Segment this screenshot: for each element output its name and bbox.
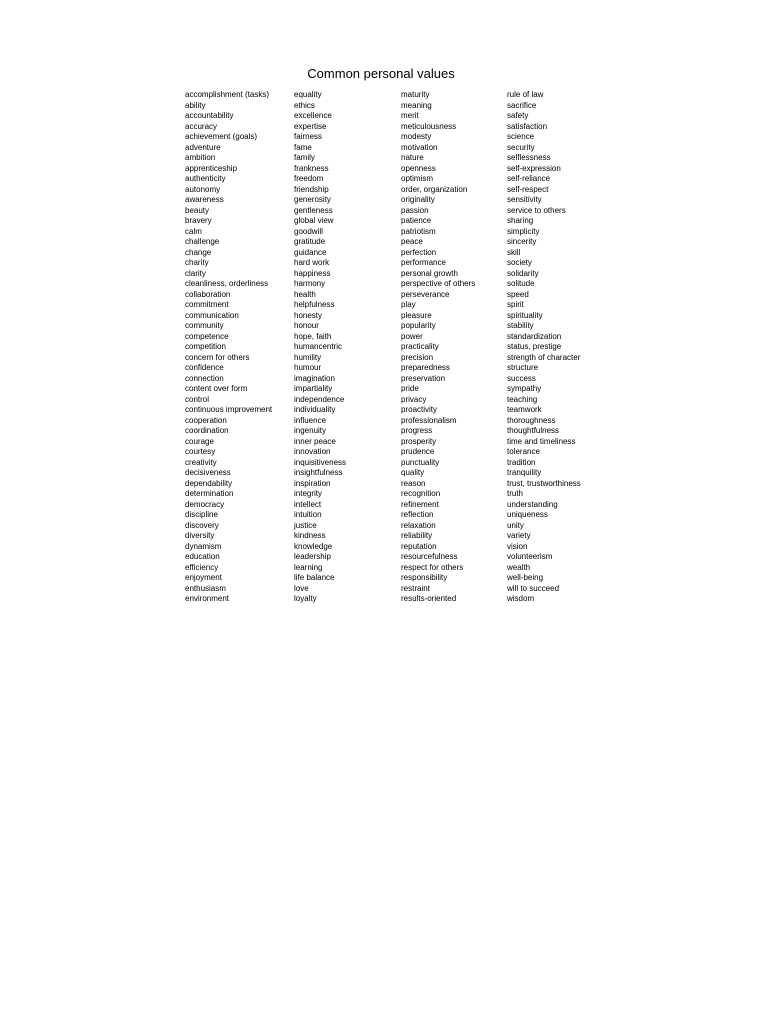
value-item: prudence [401, 447, 435, 456]
value-item: order, organization [401, 184, 468, 194]
value-item: will to succeed [507, 583, 560, 593]
values-column-2 [294, 90, 346, 605]
value-item: integrity [294, 489, 323, 498]
value-item: individuality [294, 405, 336, 414]
value-item: clarity [185, 268, 206, 278]
value-item: solitude [507, 279, 535, 288]
value-item: community [185, 321, 224, 330]
value-item: trust, trustworthiness [507, 478, 581, 488]
value-item: popularity [401, 321, 436, 330]
value-item: inner peace [294, 436, 336, 446]
value-item: innovation [294, 447, 331, 456]
values-column-3 [401, 90, 475, 605]
value-item: imagination [294, 373, 335, 383]
value-item: performance [401, 258, 446, 267]
value-item: power [401, 331, 423, 341]
value-item: merit [401, 111, 419, 120]
value-item: control [185, 394, 210, 404]
value-item: hard work [294, 258, 330, 267]
value-item: connection [185, 373, 224, 383]
value-item: perseverance [401, 289, 450, 299]
value-item: self-reliance [507, 174, 551, 183]
value-item: meticulousness [401, 121, 457, 131]
value-item: progress [401, 426, 433, 435]
values-column-1 [185, 90, 272, 605]
value-item: well-being [507, 573, 544, 582]
value-item: self-expression [507, 163, 561, 173]
value-item: collaboration [185, 289, 231, 299]
value-item: enthusiasm [185, 583, 226, 593]
value-item: helpfulness [294, 300, 335, 309]
value-item: humour [294, 363, 322, 372]
value-item: competition [185, 342, 226, 351]
value-item: gratitude [294, 237, 326, 246]
value-item: generosity [294, 195, 331, 204]
value-item: reflection [401, 510, 434, 519]
value-item: freedom [294, 174, 324, 183]
value-item: calm [185, 226, 202, 236]
value-item: play [401, 300, 416, 309]
value-item: satisfaction [507, 121, 548, 131]
value-item: patriotism [401, 226, 436, 236]
value-item: self-respect [507, 184, 549, 194]
value-item: stability [507, 321, 534, 330]
value-item: continuous improvement [185, 405, 273, 414]
value-item: autonomy [185, 184, 221, 194]
value-item: refinement [401, 499, 439, 509]
value-item: determination [185, 489, 234, 498]
value-item: happiness [294, 268, 331, 278]
value-item: courage [185, 436, 214, 446]
value-item: strength of character [507, 352, 581, 362]
value-item: honesty [294, 310, 323, 320]
value-item: knowledge [294, 541, 333, 551]
value-item: family [294, 153, 315, 162]
value-item: tranquility [507, 468, 542, 477]
value-item: tradition [507, 457, 536, 467]
value-item: influence [294, 415, 327, 425]
value-item: personal growth [401, 268, 458, 278]
value-item: accountability [185, 111, 234, 120]
value-item: coordination [185, 426, 229, 435]
value-item: standardization [507, 331, 562, 341]
value-item: creativity [185, 457, 217, 467]
value-item: nature [401, 153, 424, 162]
value-item: health [294, 289, 316, 299]
value-item: pride [401, 384, 419, 393]
value-item: democracy [185, 499, 225, 509]
value-item: optimism [401, 174, 434, 183]
value-item: learning [294, 562, 323, 572]
value-item: speed [507, 289, 529, 299]
value-item: punctuality [401, 457, 440, 467]
value-item: science [507, 132, 535, 141]
value-item: spirituality [507, 310, 543, 320]
value-item: ethics [294, 100, 315, 110]
value-item: kindness [294, 531, 326, 540]
value-item: sacrifice [507, 100, 537, 110]
value-item: restraint [401, 583, 430, 593]
value-item: spirit [507, 300, 524, 309]
value-item: solidarity [507, 268, 539, 278]
value-item: originality [401, 195, 435, 204]
value-item: education [185, 552, 220, 561]
value-item: selflessness [507, 153, 551, 162]
value-item: perspective of others [401, 279, 476, 288]
value-item: service to others [507, 205, 566, 215]
value-item: wisdom [507, 594, 535, 603]
value-item: reason [401, 478, 426, 488]
value-item: loyalty [294, 594, 317, 603]
value-item: adventure [185, 142, 221, 152]
value-item: skill [507, 247, 521, 257]
value-item: expertise [294, 121, 327, 131]
value-item: perfection [401, 247, 437, 257]
value-item: sincerity [507, 237, 537, 246]
value-item: safety [507, 111, 529, 120]
value-item: ingenuity [294, 426, 327, 435]
value-item: apprenticeship [185, 163, 238, 173]
value-item: status, prestige [507, 342, 562, 351]
value-item: discipline [185, 510, 218, 519]
value-item: courtesy [185, 447, 216, 456]
value-item: reputation [401, 541, 437, 551]
value-item: simplicity [507, 226, 540, 236]
value-item: friendship [294, 184, 329, 194]
value-item: communication [185, 310, 239, 320]
value-item: patience [401, 216, 432, 225]
value-item: intellect [294, 499, 322, 509]
value-item: equality [294, 90, 322, 99]
value-item: fame [294, 142, 312, 152]
value-item: confidence [185, 363, 224, 372]
value-item: harmony [294, 279, 326, 288]
value-item: passion [401, 205, 429, 215]
document-title: Common personal values [307, 66, 455, 81]
value-item: meaning [401, 100, 432, 110]
value-item: responsibility [401, 573, 448, 582]
value-item: truth [507, 489, 524, 498]
value-item: results-oriented [401, 594, 457, 603]
value-item: inspiration [294, 478, 331, 488]
value-item: thoroughness [507, 415, 556, 425]
value-item: maturity [401, 90, 430, 99]
value-item: security [507, 142, 535, 152]
value-item: practicality [401, 342, 439, 351]
value-item: vision [507, 541, 528, 551]
value-item: sensitivity [507, 195, 542, 204]
value-item: uniqueness [507, 510, 548, 519]
value-item: excellence [294, 111, 332, 120]
value-item: efficiency [185, 562, 219, 572]
value-item: modesty [401, 132, 432, 141]
value-item: success [507, 373, 536, 383]
value-item: decisiveness [185, 468, 231, 477]
value-item: accuracy [185, 121, 218, 131]
value-item: reliability [401, 531, 433, 540]
value-item: quality [401, 468, 425, 477]
value-item: teamwork [507, 405, 542, 414]
value-item: enjoyment [185, 573, 222, 582]
value-item: justice [294, 520, 317, 530]
value-item: guidance [294, 247, 327, 257]
value-item: fairness [294, 132, 323, 141]
value-item: environment [185, 594, 230, 603]
value-item: insightfulness [294, 468, 343, 477]
value-item: preparedness [401, 363, 450, 372]
value-item: content over form [185, 384, 248, 393]
value-item: structure [507, 363, 539, 372]
value-item: humancentric [294, 342, 343, 351]
value-item: volunteerism [507, 552, 553, 561]
value-item: ambition [185, 153, 216, 162]
value-item: ability [185, 100, 206, 110]
value-item: honour [294, 321, 319, 330]
value-item: peace [401, 237, 423, 246]
value-item: rule of law [507, 90, 544, 99]
value-item: leadership [294, 552, 331, 561]
value-item: life balance [294, 573, 335, 582]
value-item: discovery [185, 520, 219, 530]
value-item: time and timeliness [507, 436, 576, 446]
value-item: challenge [185, 237, 220, 246]
value-item: sharing [507, 216, 534, 225]
value-item: accomplishment (tasks) [185, 90, 270, 99]
value-item: charity [185, 258, 209, 267]
value-item: goodwill [294, 226, 323, 236]
value-item: concern for others [185, 352, 250, 362]
value-item: relaxation [401, 520, 436, 530]
value-item: beauty [185, 205, 210, 215]
value-item: preservation [401, 373, 446, 383]
value-item: precision [401, 352, 434, 362]
value-item: sympathy [507, 384, 542, 393]
value-item: inquisitiveness [294, 457, 347, 467]
value-item: openness [401, 163, 436, 173]
value-item: proactivity [401, 405, 438, 414]
value-item: competence [185, 331, 229, 341]
value-item: frankness [294, 163, 329, 173]
value-item: understanding [507, 499, 558, 509]
value-item: thoughtfulness [507, 426, 560, 435]
value-item: teaching [507, 394, 538, 404]
value-item: authenticity [185, 174, 226, 183]
value-item: tolerance [507, 447, 540, 456]
value-item: variety [507, 531, 531, 540]
value-item: awareness [185, 195, 224, 204]
value-item: commitment [185, 300, 229, 309]
value-item: love [294, 583, 309, 593]
value-item: humility [294, 352, 322, 362]
value-item: global view [294, 216, 334, 225]
values-column-4 [507, 90, 581, 605]
value-item: professionalism [401, 415, 457, 425]
value-item: change [185, 247, 212, 257]
value-item: hope, faith [294, 331, 332, 341]
value-item: achievement (goals) [185, 132, 258, 141]
value-item: dependability [185, 478, 233, 488]
value-item: diversity [185, 531, 215, 540]
value-item: wealth [507, 562, 531, 572]
value-item: cleanliness, orderliness [185, 279, 269, 288]
value-item: intuition [294, 510, 322, 519]
value-item: gentleness [294, 205, 333, 215]
value-item: resourcefulness [401, 552, 458, 561]
value-item: impartiality [294, 384, 333, 393]
value-item: privacy [401, 394, 427, 404]
value-item: independence [294, 394, 345, 404]
value-item: dynamism [185, 541, 222, 551]
value-item: pleasure [401, 310, 432, 320]
value-item: unity [507, 520, 524, 530]
value-item: respect for others [401, 562, 464, 572]
value-item: prosperity [401, 436, 437, 446]
value-item: recognition [401, 489, 441, 498]
value-item: bravery [185, 216, 212, 225]
value-item: motivation [401, 142, 438, 152]
value-item: cooperation [185, 415, 227, 425]
value-item: society [507, 258, 532, 267]
